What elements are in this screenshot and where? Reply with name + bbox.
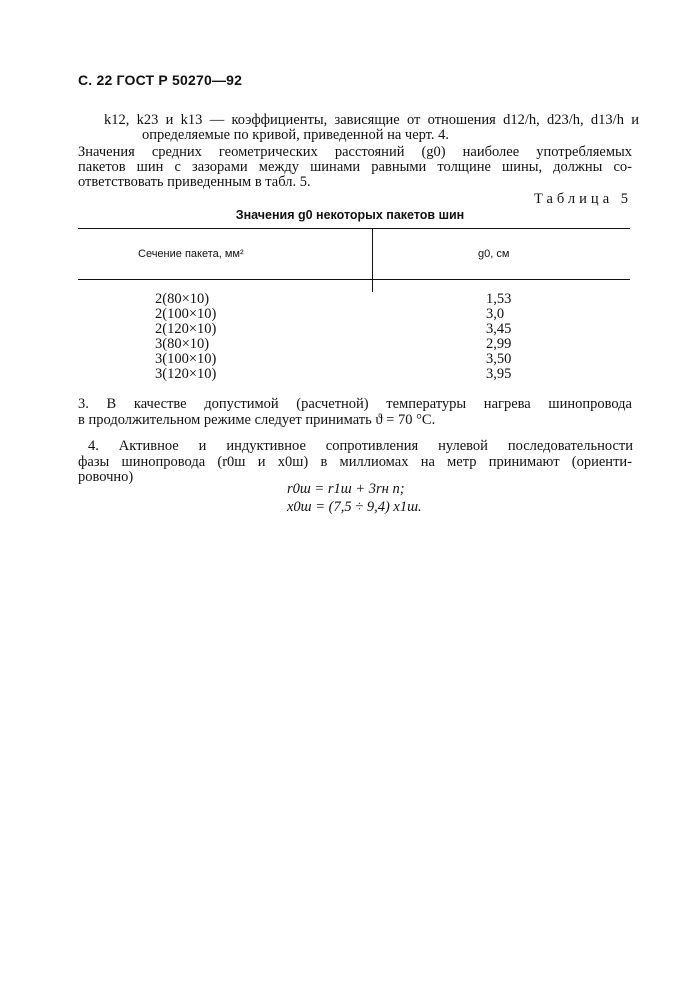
table-cell-g0: 1,53 [486, 291, 512, 307]
table-cell-g0: 2,99 [486, 336, 512, 352]
section-column [155, 292, 216, 382]
table-cell-g0: 3,95 [486, 366, 512, 382]
table-header-rule [78, 279, 630, 280]
spacing-paragraph-line-1: Значения средних геометрических расстояний (g0) наиболее употребляемых [78, 144, 632, 160]
page-header: С. 22 ГОСТ Р 50270—92 [78, 72, 243, 88]
table-column-divider [372, 228, 373, 292]
g0-table [78, 228, 630, 386]
column-header-section: Сечение пакета, мм² [138, 248, 244, 260]
item4-line-2: фазы шинопровода (r0ш и x0ш) в миллиомах на метр принимают (ориенти- [78, 454, 632, 470]
item4-line-3: ровочно) [78, 469, 134, 485]
table-cell-section: 2(80×10) [155, 291, 210, 307]
table-cell-section: 2(100×10) [155, 306, 217, 322]
spacing-paragraph-line-3: ответствовать приведенным в табл. 5. [78, 174, 311, 190]
g0-column [486, 292, 511, 382]
item3-line-2: в продолжительном режиме следует принимать ϑ = 70 °С. [78, 412, 436, 428]
table-cell-section: 3(80×10) [155, 336, 210, 352]
table-cell-section: 3(120×10) [155, 366, 217, 382]
table-cell-g0: 3,50 [486, 351, 512, 367]
table-cell-section: 2(120×10) [155, 321, 217, 337]
coefficients-line-2: определяемые по кривой, приведенной на черт. 4. [142, 127, 450, 143]
table-title: Значения g0 некоторых пакетов шин [235, 208, 465, 222]
table-top-rule [78, 228, 630, 229]
formula-x0: x0ш = (7,5 ÷ 9,4) x1ш. [287, 499, 422, 515]
item4-line-1: 4. Активное и индуктивное сопротивления нулевой последовательности [88, 438, 633, 454]
spacing-paragraph-line-2: пакетов шин с зазорами между шинами равными толщине шины, должны со- [78, 159, 632, 175]
table-number: Таблица 5 [533, 191, 632, 207]
column-header-g0: g0, см [478, 248, 510, 260]
table-cell-section: 3(100×10) [155, 351, 217, 367]
formula-r0: r0ш = r1ш + 3rн п; [287, 481, 405, 497]
table-cell-g0: 3,0 [486, 306, 505, 322]
table-cell-g0: 3,45 [486, 321, 512, 337]
item3-line-1: 3. В качестве допустимой (расчетной) температуры нагрева шинопровода [78, 396, 632, 412]
coefficients-line-1: k12, k23 и k13 — коэффициенты, зависящие от отношения d12/h, d23/h, d13/h и [104, 112, 639, 128]
